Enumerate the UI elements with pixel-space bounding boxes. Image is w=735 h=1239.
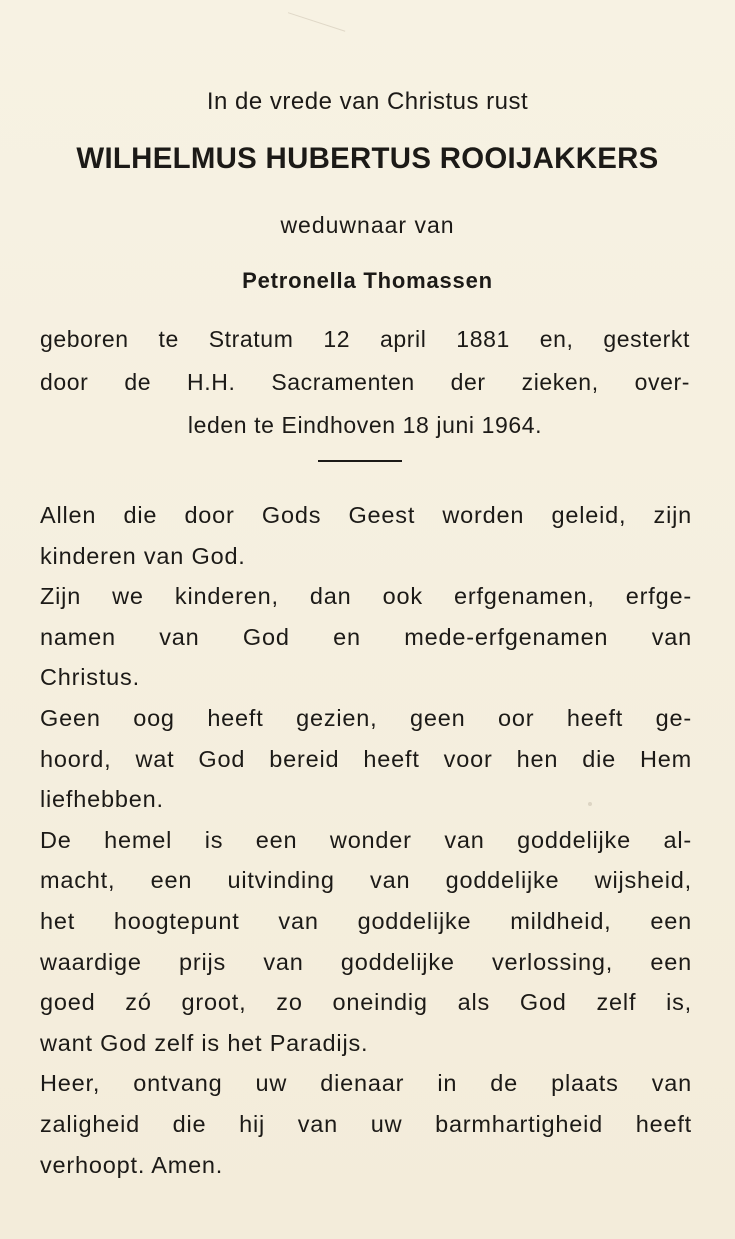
divider <box>318 460 402 462</box>
biography <box>40 318 690 447</box>
prayer-line: Geen oog heeft gezien, geen oor heeft ge- <box>40 704 692 731</box>
paper-crease <box>288 0 352 32</box>
prayer-line: hoord, wat God bereid heeft voor hen die Hem <box>40 745 692 772</box>
prayer-line: kinderen van God. <box>40 542 246 569</box>
prayer-line: Heer, ontvang uw dienaar in de plaats van <box>40 1070 692 1097</box>
prayer-line: Zijn we kinderen, dan ook erfgenamen, erfge- <box>40 583 692 610</box>
prayer-line: Allen die door Gods Geest worden geleid, zijn <box>40 502 692 528</box>
prayer-line: liefhebben. <box>40 786 164 813</box>
prayer-line: macht, een uitvinding van goddelijke wijsheid, <box>40 867 692 894</box>
bio-line: geboren te Stratum 12 april 1881 en, gesterkt <box>40 326 690 352</box>
relation-text: weduwnaar van <box>280 212 455 238</box>
prayer-text <box>40 495 692 1185</box>
prayer-line: goed zó groot, zo oneindig als God zelf is, <box>40 989 692 1016</box>
prayer-line: waardige prijs van goddelijke verlossing, een <box>40 948 692 975</box>
intro-text: In de vrede van Christus rust <box>206 88 529 115</box>
bio-line: leden te Eindhoven 18 juni 1964. <box>187 412 543 438</box>
bio-line: door de H.H. Sacramenten der zieken, over- <box>40 369 690 395</box>
deceased-name: WILHELMUS HUBERTUS ROOIJAKKERS <box>76 142 659 175</box>
prayer-line: Christus. <box>40 664 140 691</box>
prayer-line: namen van God en mede-erfgenamen van <box>40 623 692 650</box>
prayer-line: verhoopt. Amen. <box>40 1151 224 1178</box>
prayer-line: want God zelf is het Paradijs. <box>40 1029 369 1056</box>
prayer-line: zaligheid die hij van uw barmhartigheid heeft <box>40 1110 692 1137</box>
prayer-line: De hemel is een wonder van goddelijke al- <box>40 826 692 853</box>
prayer-line: het hoogtepunt van goddelijke mildheid, een <box>40 907 692 934</box>
spouse-name: Petronella Thomassen <box>242 268 493 293</box>
